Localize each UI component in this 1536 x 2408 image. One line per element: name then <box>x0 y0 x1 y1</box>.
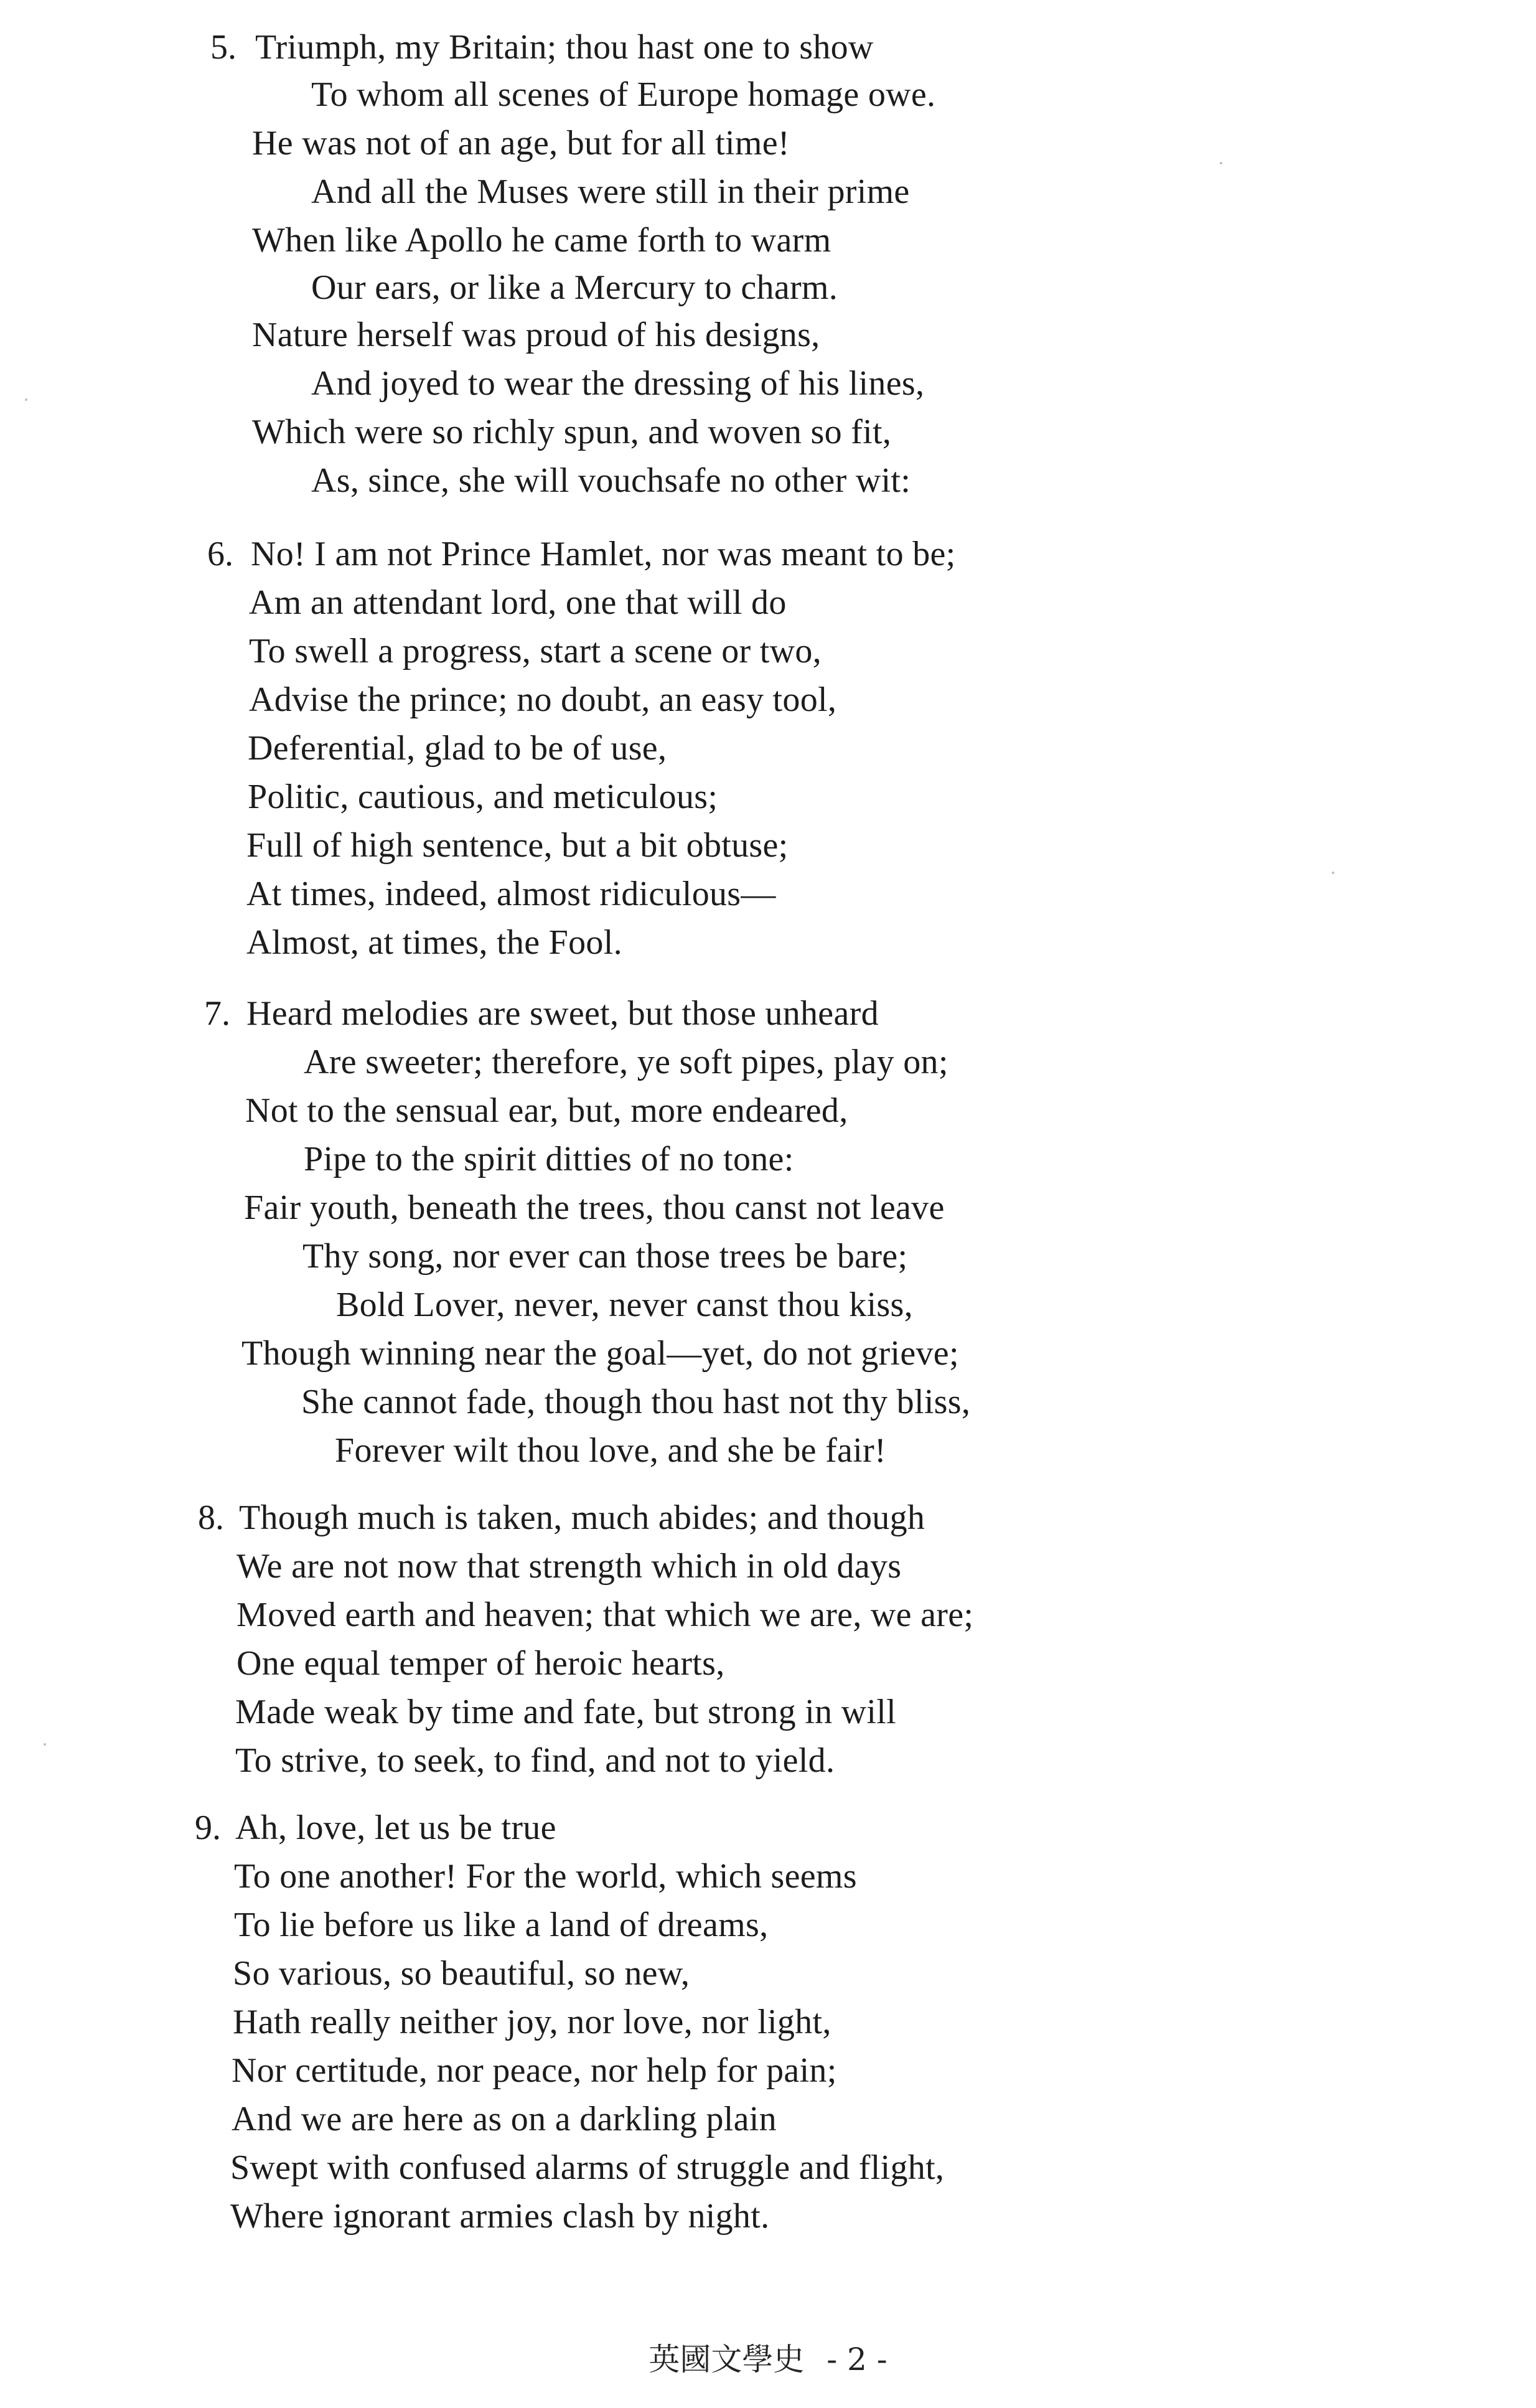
poem-line: At times, indeed, almost ridiculous— <box>246 875 776 913</box>
poem-line: Thy song, nor ever can those trees be bare; <box>302 1237 908 1276</box>
poem-line: We are not now that strength which in old days <box>236 1547 902 1586</box>
scan-speck <box>1220 162 1222 164</box>
poem-line: To one another! For the world, which seems <box>234 1857 857 1896</box>
poem-line: Bold Lover, never, never canst thou kiss, <box>336 1286 913 1324</box>
poem-line: Am an attendant lord, one that will do <box>249 583 787 622</box>
poem-line: Pipe to the spirit ditties of no tone: <box>304 1140 794 1178</box>
poem-line: To lie before us like a land of dreams, <box>234 1906 769 1944</box>
poem-line: And we are here as on a darkling plain <box>232 2100 777 2138</box>
poem-line: Not to the sensual ear, but, more endeared, <box>245 1091 848 1130</box>
poem-line: Though much is taken, much abides; and though <box>239 1498 925 1537</box>
poem-line: Fair youth, beneath the trees, thou canst not leave <box>244 1188 945 1227</box>
poem-line: To strive, to seek, to find, and not to yield. <box>235 1741 835 1780</box>
poem-line: Ah, love, let us be true <box>235 1808 556 1847</box>
poem-number: 7. <box>204 994 230 1033</box>
poem-line: Where ignorant armies clash by night. <box>230 2197 770 2236</box>
poem-line: Almost, at times, the Fool. <box>246 923 622 962</box>
poem-line: And joyed to wear the dressing of his lines, <box>311 364 925 403</box>
page-number: - 2 - <box>827 2341 887 2377</box>
poem-line: Moved earth and heaven; that which we are, we are; <box>236 1596 974 1634</box>
poem-line: Which were so richly spun, and woven so fit, <box>252 413 892 451</box>
poem-number: 9. <box>195 1808 221 1847</box>
page-footer <box>0 2341 1536 2378</box>
poem-line: Are sweeter; therefore, ye soft pipes, play on; <box>304 1043 948 1081</box>
poem-line: Though winning near the goal—yet, do not grieve; <box>241 1334 959 1373</box>
poem-line: Swept with confused alarms of struggle and flight, <box>230 2148 945 2187</box>
poem-line: Advise the prince; no doubt, an easy tool, <box>249 680 837 719</box>
scan-speck <box>25 398 27 401</box>
poem-line: Full of high sentence, but a bit obtuse; <box>246 826 789 865</box>
poem-line: Nature herself was proud of his designs, <box>252 316 820 354</box>
poem-line: Forever wilt thou love, and she be fair! <box>335 1431 886 1470</box>
poem-line: Our ears, or like a Mercury to charm. <box>311 268 838 307</box>
scan-speck <box>1332 872 1334 874</box>
poem-line: Triumph, my Britain; thou hast one to show <box>255 28 874 67</box>
poem-line: Deferential, glad to be of use, <box>248 729 667 768</box>
poem-number: 6. <box>207 535 233 573</box>
poem-line: Nor certitude, nor peace, nor help for pain; <box>232 2051 837 2090</box>
course-title: 英國文學史 <box>649 2341 805 2377</box>
poem-line: He was not of an age, but for all time! <box>252 124 790 162</box>
poem-line: Politic, cautious, and meticulous; <box>248 778 718 816</box>
poem-line: No! I am not Prince Hamlet, nor was meant to be; <box>251 535 956 573</box>
poem-line: So various, so beautiful, so new, <box>233 1954 690 1993</box>
poem-line: She cannot fade, though thou hast not thy bliss, <box>301 1383 971 1421</box>
poem-number: 8. <box>198 1498 224 1537</box>
poem-line: Heard melodies are sweet, but those unheard <box>246 994 879 1033</box>
poem-line: As, since, she will vouchsafe no other wit: <box>311 461 911 500</box>
poem-line: And all the Muses were still in their prime <box>311 172 910 211</box>
poem-line: When like Apollo he came forth to warm <box>252 221 831 260</box>
poem-line: To whom all scenes of Europe homage owe. <box>311 75 936 114</box>
poem-number: 5. <box>210 28 236 67</box>
poem-line: Hath really neither joy, nor love, nor light, <box>233 2003 831 2041</box>
poem-line: To swell a progress, start a scene or two, <box>249 632 822 670</box>
scan-speck <box>44 1743 46 1746</box>
poem-line: One equal temper of heroic hearts, <box>236 1644 725 1683</box>
poem-line: Made weak by time and fate, but strong in will <box>235 1693 896 1731</box>
